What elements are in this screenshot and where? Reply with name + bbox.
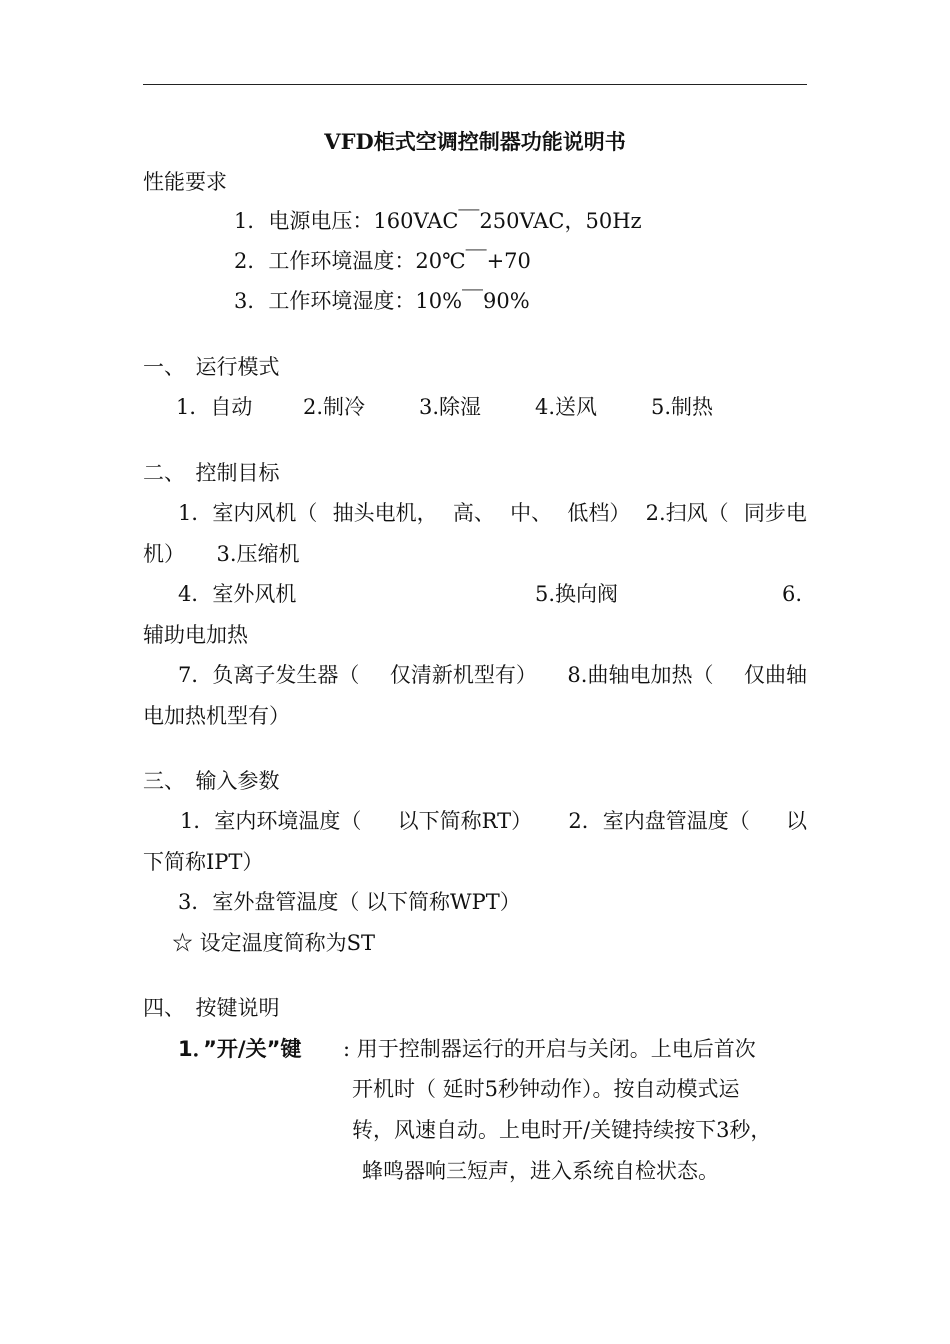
control-target-line: 辅助电加热 [143,623,248,647]
text-fragment: 同步电 [743,501,807,525]
input-param-line [180,807,807,835]
performance-item: 3．工作环境湿度：10%￣90% [234,289,530,313]
text-fragment: 以 [786,809,807,833]
text-fragment: 8.曲轴电加热（ [567,663,714,687]
mode-item: 1．自动 [176,395,253,419]
text-fragment: 6. [782,582,803,606]
section-heading-input-params: 三、 输入参数 [143,769,280,793]
text-fragment: 中、 [510,501,553,525]
text-fragment: 4．室外风机 [178,582,297,606]
control-target-line: 机） 3.压缩机 [143,542,300,566]
text-fragment: 抽头电机， [332,501,438,525]
section-heading-key-description: 四、 按键说明 [143,996,280,1020]
control-target-line [178,661,807,689]
text-fragment: 低档） [567,501,631,525]
performance-heading: 性能要求 [143,170,227,194]
key-label-power: 1．”开/关”键 [178,1037,302,1061]
header-rule [143,84,807,85]
key-description-line: 开机时（ 延时5秒钟动作）。按自动模式运 [352,1077,740,1101]
text-fragment: 1．室内环境温度（ [180,809,362,833]
text-fragment: 以下简称RT） [397,809,533,833]
control-target-line [178,499,807,527]
text-fragment: 1．室内风机（ [178,501,318,525]
section-heading-control-target: 二、 控制目标 [143,461,280,485]
mode-item: 3.除湿 [419,395,482,419]
key-description-line: 转，风速自动。上电时开/关键持续按下3秒， [352,1118,772,1142]
input-param-note: ☆ 设定温度简称为ST [172,931,376,955]
mode-item: 2.制冷 [303,395,366,419]
performance-item: 1．电源电压：160VAC￣250VAC，50Hz [234,209,642,233]
text-fragment: 2.扫风（ [645,501,729,525]
control-target-line: 电加热机型有） [143,704,290,728]
text-fragment: 5.换向阀 [535,582,619,606]
text-fragment: 仅曲轴 [743,663,807,687]
mode-item: 4.送风 [535,395,598,419]
key-description-line: 蜂鸣器响三短声，进入系统自检状态。 [362,1159,719,1183]
mode-item: 5.制热 [651,395,714,419]
text-fragment: 7．负离子发生器（ [178,663,360,687]
key-description-line: : 用于控制器运行的开启与关闭。上电后首次 [343,1037,756,1061]
input-param-line: 下简称IPT） [143,850,264,874]
input-param-line: 3．室外盘管温度（ 以下简称WPT） [178,890,521,914]
text-fragment: 2．室内盘管温度（ [568,809,750,833]
section-heading-run-mode: 一、 运行模式 [143,355,280,379]
performance-item: 2．工作环境温度：20℃￣+70 [234,249,531,273]
text-fragment: 高、 [452,501,495,525]
text-fragment: 仅清新机型有） [389,663,537,687]
document-title: VFD柜式空调控制器功能说明书 [324,129,626,154]
